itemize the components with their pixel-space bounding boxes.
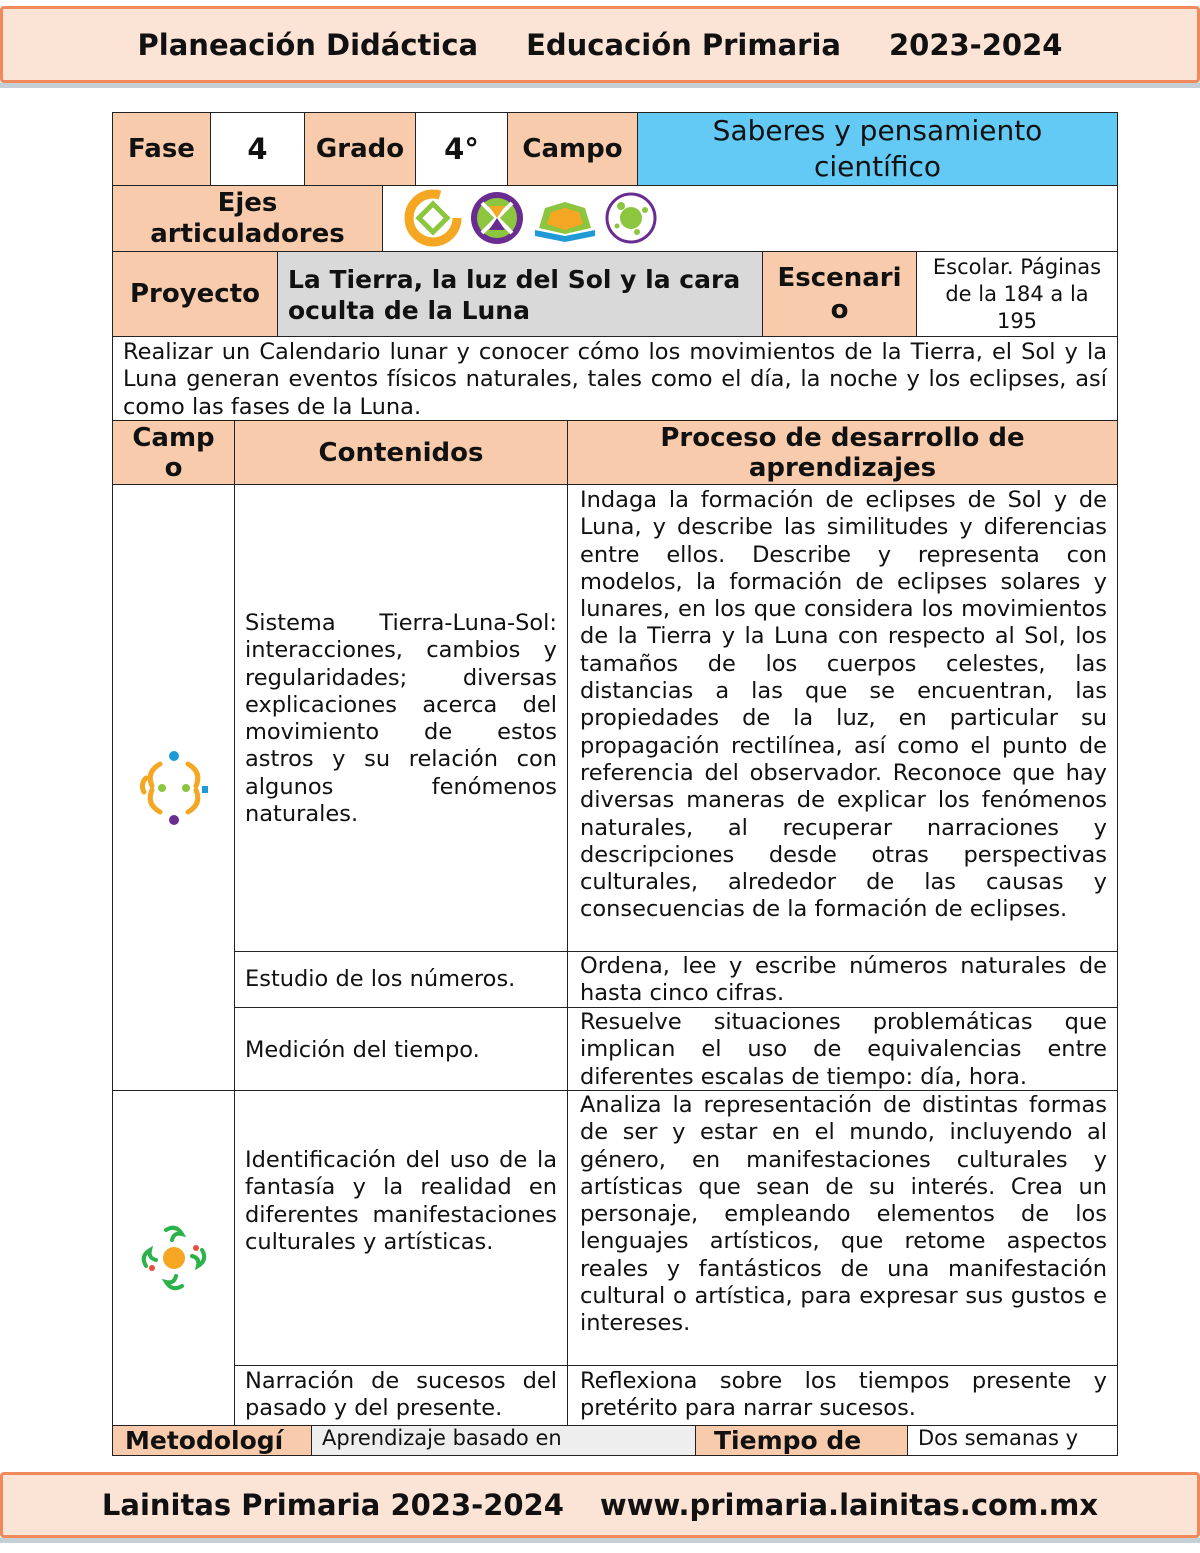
header-banner — [0, 6, 1200, 83]
campo-icon-cell — [112, 1090, 235, 1426]
lectura-icon — [535, 202, 595, 242]
proceso-cell: Ordena, lee y escribe números naturales de hasta cinco cifras. — [567, 951, 1118, 1008]
metodologia-label: Metodologí — [112, 1425, 312, 1456]
escenario-value: Escolar. Páginas de la 184 a la 195 — [916, 251, 1118, 337]
footer-url[interactable]: www.primaria.lainitas.com.mx — [599, 1488, 1099, 1522]
proceso-cell: Analiza la representación de distintas formas de ser y estar en el mundo, incluyendo al género, en manifestaciones culturales y artísticas que sean de su interés. Crea un personaje, empleando elementos de los lenguajes artísticos, que retome aspectos reales y fantásticos de una manifestación cultural o artística, para expresar sus gustos e intereses. — [567, 1090, 1118, 1366]
header-year: 2023-2024 — [888, 27, 1063, 62]
grado-label: Grado — [304, 112, 416, 186]
interculturalidad-icon — [471, 192, 523, 244]
ejes-label: Ejes articuladores — [112, 185, 383, 252]
proyecto-value: La Tierra, la luz del Sol y la cara oculta de la Luna — [277, 251, 763, 337]
contenido-cell: Estudio de los números. — [234, 951, 568, 1008]
inclusion-icon — [409, 194, 457, 242]
contenido-cell: Narración de sucesos del pasado y del presente. — [234, 1365, 568, 1426]
arte-icon — [607, 194, 655, 242]
escenario-label: Escenario — [762, 251, 917, 337]
campo-value: Saberes y pensamiento científico — [637, 112, 1118, 186]
col-proceso-header: Proceso de desarrollo de aprendizajes — [567, 420, 1118, 485]
project-objective: Realizar un Calendario lunar y conocer cómo los movimientos de la Tierra, el Sol y la Luna generan eventos físicos naturales, tales como el día, la noche y los eclipses, así como las fases de la Luna. — [112, 336, 1118, 421]
lenguajes-campo-icon — [136, 1220, 212, 1296]
contenido-cell: Medición del tiempo. — [234, 1007, 568, 1091]
grado-value: 4° — [415, 112, 508, 186]
proceso-cell: Indaga la formación de eclipses de Sol y de Luna, y describe las similitudes y diferencias entre ellos. Describe y representa con modelos, la formación de eclipses solares y lunares, en los que considera los movimientos de la Tierra y la Luna con respecto al Sol, los tamaños de los cuerpos celestes, las distancias a las que se encuentran, las propiedades de la luz, en particular su propagación rectilínea, así como el punto de referencia del observador. Reconoce que hay diversas maneras de explicar los fenómenos naturales, al recuperar narraciones y descripciones desde otras perspectivas culturales, alrededor de las causas y consecuencias de la formación de eclipses. — [567, 484, 1118, 952]
col-contenidos-header: Contenidos — [234, 420, 568, 485]
proceso-cell: Resuelve situaciones problemáticas que implican el uso de equivalencias entre diferentes escalas de tiempo: día, hora. — [567, 1007, 1118, 1091]
footer-brand: Lainitas Primaria 2023-2024 — [101, 1488, 564, 1522]
col-campo-header: Campo — [112, 420, 235, 485]
tiempo-label: Tiempo de — [695, 1425, 908, 1456]
fase-label: Fase — [112, 112, 211, 186]
saberes-campo-icon — [136, 750, 212, 826]
ejes-icons — [382, 185, 1118, 252]
footer-shadow — [0, 1538, 1200, 1543]
metodologia-value: Aprendizaje basado en — [311, 1425, 696, 1456]
contenido-cell: Sistema Tierra-Luna-Sol: interacciones, cambios y regularidades; diversas explicaciones acerca del movimiento de estos astros y su relación con algunos fenómenos naturales. — [234, 484, 568, 952]
campo-label: Campo — [507, 112, 638, 186]
header-level: Educación Primaria — [526, 27, 841, 62]
header-shadow — [0, 83, 1200, 88]
footer-banner — [0, 1472, 1200, 1538]
contenido-cell: Identificación del uso de la fantasía y la realidad en diferentes manifestaciones culturales y artísticas. — [234, 1090, 568, 1366]
tiempo-value: Dos semanas y — [907, 1425, 1118, 1456]
header-title: Planeación Didáctica — [137, 27, 479, 62]
proceso-cell: Reflexiona sobre los tiempos presente y pretérito para narrar sucesos. — [567, 1365, 1118, 1426]
proyecto-label: Proyecto — [112, 251, 278, 337]
campo-icon-cell — [112, 484, 235, 1091]
fase-value: 4 — [210, 112, 305, 186]
